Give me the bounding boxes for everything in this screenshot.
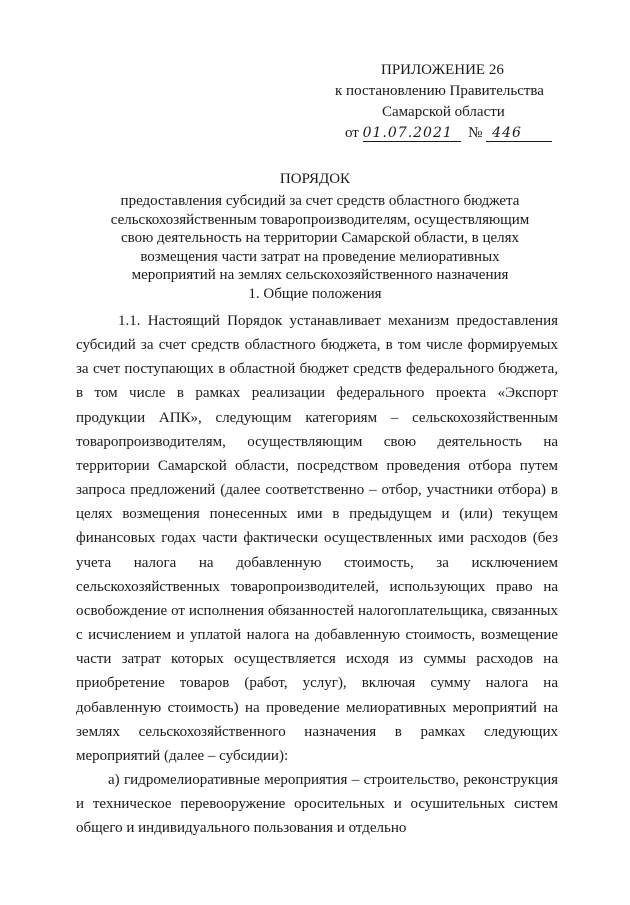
paragraph-1-1: 1.1. Настоящий Порядок устанавливает механизм предоставления субсидий за счет средств областного бюджета, в том числе формируемых за счет поступающих в областной бюджет средств федерального бюджета, в том числе в рамках реализации федерального проекта «Экспорт продукции АПК», следующим категориям – сельскохозяйственным товаропроизводителям, осуществляющим свою деятельность на территории Самарской области, посредством проведения отбора путем запроса предложений (далее соответственно – отбор, участники отбора) в целях возмещения понесенных ими в предыдущем и (или) текущем финансовых годах части фактически осуществленных ими расходов (без учета налога на добавленную стоимость, за исключением сельскохозяйственных товаропроизводителей, использующих право на освобождение от исполнения обязанностей налогоплательщика, связанных с исчислением и уплатой налога на добавленную стоимость, возмещение части затрат которых осуществляется исходя из суммы расходов на приобретение товаров (работ, услуг), включая сумму налога на добавленную стоимость) на проведение мелиоративных мероприятий на землях сельскохозяйственного назначения в рамках следующих мероприятий (далее – субсидии): <box>76 313 558 764</box>
date-prefix: от <box>345 125 359 141</box>
document-body <box>76 309 558 840</box>
appendix-region-line: Самарской области <box>382 104 505 120</box>
appendix-title: ПРИЛОЖЕНИЕ 26 <box>381 62 504 78</box>
appendix-header <box>330 60 570 144</box>
appendix-decree-line: к постановлению Правительства <box>335 83 544 99</box>
paragraph-item-a: а) гидромелиоративные мероприятия – строительство, реконструкция и техническое перевооружение оросительных и осушительных систем общего и индивидуального пользования и отдельно <box>76 771 558 837</box>
document-subtitle: предоставления субсидий за счет средств областного бюджета сельскохозяйственным товаропроизводителям, осуществляющим свою деятельность на территории Самарской области, в целях возмещения части затрат на проведение мелиоративных мероприятий на землях сельскохозяйственного назначения <box>110 193 530 283</box>
appendix-date-number-line <box>345 123 570 144</box>
document-title: ПОРЯДОК <box>279 171 351 187</box>
handwritten-date: 01.07.2021 <box>363 125 461 142</box>
handwritten-number: 446 <box>486 125 552 142</box>
number-prefix: № <box>468 125 483 141</box>
section-heading: 1. Общие положения <box>248 286 382 302</box>
